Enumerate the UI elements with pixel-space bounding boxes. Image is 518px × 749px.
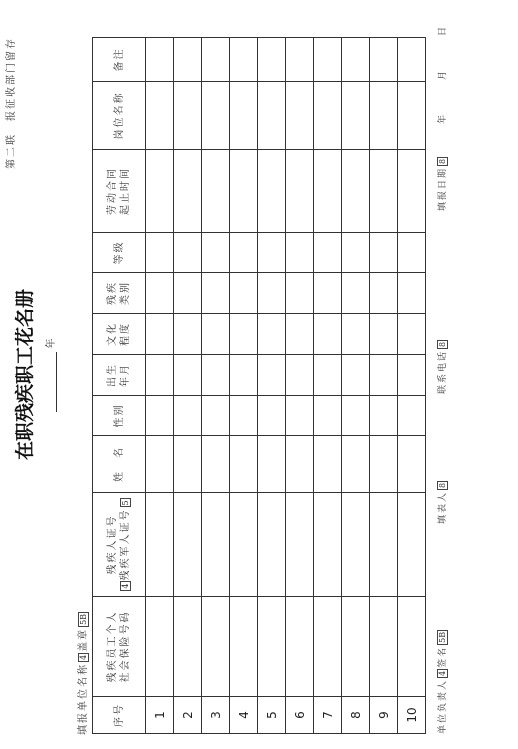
table-cell[interactable]	[398, 493, 426, 597]
row-number: 10	[398, 697, 426, 734]
table-cell[interactable]	[258, 233, 286, 273]
filler-label: 填表人	[438, 490, 448, 524]
filler-box: 8	[438, 482, 447, 488]
cert-mark-a: 4	[121, 583, 130, 589]
table-cell[interactable]	[286, 597, 314, 697]
table-cell[interactable]	[342, 273, 370, 314]
table-cell[interactable]	[230, 396, 258, 436]
table-cell[interactable]	[342, 38, 370, 82]
table-cell[interactable]	[230, 150, 258, 233]
unit-name-box: 5B	[79, 613, 88, 625]
table-cell[interactable]	[342, 396, 370, 436]
table-row	[342, 38, 370, 734]
table-cell[interactable]	[286, 436, 314, 493]
row-number: 1	[146, 697, 174, 734]
table-cell[interactable]	[342, 493, 370, 597]
table-cell[interactable]	[398, 82, 426, 150]
date-row	[435, 156, 448, 211]
table-row	[230, 38, 258, 734]
table-cell[interactable]	[202, 82, 230, 150]
table-cell[interactable]	[314, 233, 342, 273]
date-label: 填报日期	[438, 166, 448, 211]
table-cell[interactable]	[258, 38, 286, 82]
table-cell[interactable]	[258, 436, 286, 493]
table-cell[interactable]	[202, 314, 230, 355]
responsible-suffix: 签名	[438, 645, 448, 668]
table-cell[interactable]	[146, 396, 174, 436]
row-number: 4	[230, 697, 258, 734]
table-cell[interactable]	[398, 233, 426, 273]
table-cell[interactable]	[286, 314, 314, 355]
year-line-row	[42, 0, 57, 749]
year-suffix: 年	[46, 336, 57, 349]
table-cell[interactable]	[258, 355, 286, 396]
table-cell[interactable]	[370, 150, 398, 233]
table-cell[interactable]	[314, 355, 342, 396]
table-cell[interactable]	[202, 396, 230, 436]
table-row	[286, 38, 314, 734]
table-cell[interactable]	[286, 396, 314, 436]
table-cell[interactable]	[202, 355, 230, 396]
table-cell[interactable]	[174, 493, 202, 597]
table-cell[interactable]	[146, 150, 174, 233]
table-cell[interactable]	[230, 314, 258, 355]
responsible-label: 单位负责人	[438, 678, 448, 734]
row-number: 7	[314, 697, 342, 734]
table-cell[interactable]	[202, 436, 230, 493]
table-cell[interactable]	[286, 38, 314, 82]
cert-mark-b: 5	[121, 500, 130, 506]
col-header-gender: 性别	[93, 396, 146, 436]
table-cell[interactable]	[342, 314, 370, 355]
col-header-birth: 出生 年月	[93, 355, 146, 396]
phone-box: 8	[438, 341, 447, 347]
table-header-row	[93, 38, 146, 734]
table-cell[interactable]	[342, 82, 370, 150]
staff-table	[92, 37, 426, 734]
table-row	[398, 38, 426, 734]
table-cell[interactable]	[314, 82, 342, 150]
table-cell[interactable]	[174, 233, 202, 273]
table-row	[370, 38, 398, 734]
table-cell[interactable]	[146, 233, 174, 273]
table-cell[interactable]	[258, 150, 286, 233]
table-cell[interactable]	[174, 436, 202, 493]
table-cell[interactable]	[230, 355, 258, 396]
table-cell[interactable]	[146, 82, 174, 150]
table-cell[interactable]	[342, 436, 370, 493]
table-cell[interactable]	[370, 82, 398, 150]
table-cell[interactable]	[370, 493, 398, 597]
table-cell[interactable]	[286, 355, 314, 396]
table-cell[interactable]	[342, 150, 370, 233]
table-cell[interactable]	[174, 597, 202, 697]
table-cell[interactable]	[174, 273, 202, 314]
table-cell[interactable]	[370, 233, 398, 273]
row-number: 2	[174, 697, 202, 734]
table-cell[interactable]	[230, 82, 258, 150]
table-cell[interactable]	[258, 273, 286, 314]
table-cell[interactable]	[398, 355, 426, 396]
filler-row	[435, 480, 448, 524]
table-cell[interactable]	[174, 150, 202, 233]
table-cell[interactable]	[398, 597, 426, 697]
table-cell[interactable]	[202, 493, 230, 597]
table-cell[interactable]	[202, 38, 230, 82]
unit-name-suffix: 盖章	[78, 627, 89, 652]
table-cell[interactable]	[314, 273, 342, 314]
table-cell[interactable]	[286, 493, 314, 597]
table-cell[interactable]	[174, 82, 202, 150]
row-number: 8	[342, 697, 370, 734]
table-cell[interactable]	[342, 597, 370, 697]
table-cell[interactable]	[286, 273, 314, 314]
table-row	[258, 38, 286, 734]
table-cell[interactable]	[146, 355, 174, 396]
table-cell[interactable]	[146, 38, 174, 82]
responsible-row	[435, 629, 448, 734]
table-cell[interactable]	[258, 314, 286, 355]
table-cell[interactable]	[314, 150, 342, 233]
table-cell[interactable]	[258, 396, 286, 436]
table-cell[interactable]	[146, 314, 174, 355]
table-cell[interactable]	[398, 150, 426, 233]
table-cell[interactable]	[258, 597, 286, 697]
table-cell[interactable]	[398, 396, 426, 436]
table-row	[202, 38, 230, 734]
table-row	[146, 38, 174, 734]
unit-name-label: 填报单位名称	[78, 663, 89, 735]
table-cell[interactable]	[314, 597, 342, 697]
table-cell[interactable]	[230, 597, 258, 697]
table-cell[interactable]	[230, 273, 258, 314]
table-cell[interactable]	[202, 150, 230, 233]
table-cell[interactable]	[370, 355, 398, 396]
row-number: 6	[286, 697, 314, 734]
row-number: 3	[202, 697, 230, 734]
col-header-seq: 序号	[93, 697, 146, 734]
table-cell[interactable]	[342, 355, 370, 396]
table-cell[interactable]	[202, 233, 230, 273]
table-cell[interactable]	[370, 38, 398, 82]
year-blank[interactable]	[42, 353, 57, 413]
table-cell[interactable]	[174, 38, 202, 82]
table-cell[interactable]	[146, 493, 174, 597]
unit-name-mark: 4	[79, 654, 88, 660]
table-cell[interactable]	[230, 233, 258, 273]
table-cell[interactable]	[314, 436, 342, 493]
table-cell[interactable]	[146, 273, 174, 314]
table-row	[314, 38, 342, 734]
table-cell[interactable]	[258, 493, 286, 597]
table-cell[interactable]	[398, 38, 426, 82]
copy-note: 第二联 报征收部门留存	[6, 37, 17, 169]
row-number: 5	[258, 697, 286, 734]
table-cell[interactable]	[398, 273, 426, 314]
table-cell[interactable]	[286, 82, 314, 150]
table-cell[interactable]	[370, 436, 398, 493]
row-number: 9	[370, 697, 398, 734]
table-cell[interactable]	[286, 233, 314, 273]
table-cell[interactable]	[202, 273, 230, 314]
col-header-remarks: 备注	[93, 38, 146, 82]
table-cell[interactable]	[398, 314, 426, 355]
table-cell[interactable]	[230, 38, 258, 82]
table-cell[interactable]	[314, 38, 342, 82]
table-cell[interactable]	[370, 314, 398, 355]
col-header-grade: 等级	[93, 233, 146, 273]
responsible-mark: 4	[438, 670, 447, 676]
table-cell[interactable]	[174, 396, 202, 436]
col-header-disability-cert: 残疾人证号 4残疾军人证号5	[93, 493, 146, 597]
table-cell[interactable]	[174, 314, 202, 355]
responsible-box: 5B	[438, 631, 447, 643]
table-cell[interactable]	[146, 436, 174, 493]
unit-name-row	[74, 611, 89, 735]
table-cell[interactable]	[314, 314, 342, 355]
col-header-social-insurance: 残疾员工个人 社会保险号码	[93, 597, 146, 697]
table-cell[interactable]	[370, 597, 398, 697]
col-header-contract: 劳动合同 起止时间	[93, 150, 146, 233]
table-cell[interactable]	[314, 493, 342, 597]
col-header-disability-type: 残疾 类别	[93, 273, 146, 314]
table-cell[interactable]	[146, 597, 174, 697]
table-row	[174, 38, 202, 734]
table-cell[interactable]	[174, 355, 202, 396]
table-cell[interactable]	[370, 396, 398, 436]
col-header-name: 姓 名	[93, 436, 146, 493]
table-cell[interactable]	[230, 493, 258, 597]
table-cell[interactable]	[314, 396, 342, 436]
table-cell[interactable]	[230, 436, 258, 493]
col-header-position: 岗位名称	[93, 82, 146, 150]
date-box: 8	[438, 158, 447, 164]
table-cell[interactable]	[258, 82, 286, 150]
table-cell[interactable]	[342, 233, 370, 273]
table-cell[interactable]	[202, 597, 230, 697]
phone-row	[435, 339, 448, 394]
col-header-education: 文化 程度	[93, 314, 146, 355]
table-cell[interactable]	[398, 436, 426, 493]
phone-label: 联系电话	[438, 349, 448, 394]
table-cell[interactable]	[370, 273, 398, 314]
form-title: 在职残疾职工花名册	[14, 289, 36, 461]
table-cell[interactable]	[286, 150, 314, 233]
table-body	[146, 38, 426, 734]
date-units: 年 月 日	[438, 24, 448, 124]
